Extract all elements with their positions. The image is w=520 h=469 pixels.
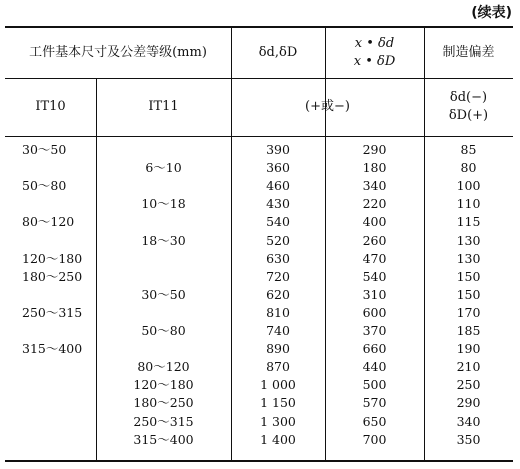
header-plus-or-minus: (+或−) (305, 99, 350, 114)
x-delta-value-cell: 290 (362, 142, 387, 157)
x-delta-value-cell: 400 (362, 214, 387, 230)
deviation-value-cell: 130 (456, 250, 481, 266)
table-caption: (续表) (471, 5, 512, 21)
header-size-tolerance: 工件基本尺寸及公差等级(mm) (29, 45, 207, 60)
delta-value-cell: 430 (266, 196, 290, 212)
x-delta-value-cell: 570 (362, 395, 387, 411)
deviation-value-cell: 150 (456, 286, 481, 302)
delta-value-cell: 740 (266, 323, 290, 338)
delta-value-cell: 360 (266, 160, 290, 176)
tolerance-table (5, 26, 513, 462)
x-delta-value-cell: 310 (362, 286, 387, 302)
it11-range-cell: 18～30 (141, 232, 186, 248)
header-deviation-shaft: δd(−) (449, 90, 488, 105)
it10-range-cell: 120～180 (22, 250, 83, 266)
it11-range-cell: 315～400 (133, 431, 194, 447)
x-delta-value-cell: 370 (362, 323, 387, 338)
it11-range-cell: 10～18 (141, 196, 186, 212)
deviation-value-cell: 190 (456, 341, 481, 357)
deviation-value-cell: 150 (456, 268, 481, 284)
deviation-value-cell: 130 (456, 232, 481, 248)
delta-value-cell: 630 (266, 250, 290, 266)
x-delta-value-cell: 660 (362, 341, 387, 357)
delta-value-cell: 460 (266, 178, 290, 194)
x-delta-value-cell: 600 (362, 304, 387, 320)
header-it10: IT10 (35, 99, 66, 114)
header-deviation-sign (424, 78, 513, 136)
delta-value-cell: 540 (266, 214, 290, 230)
it11-range-cell: 30～50 (141, 286, 186, 302)
delta-value-cell: 1 300 (260, 413, 296, 429)
deviation-value-cell: 210 (456, 359, 481, 375)
it11-range-cell: 180～250 (133, 395, 194, 411)
delta-value-cell: 620 (266, 286, 290, 302)
it10-range-cell: 80～120 (22, 214, 75, 230)
it10-range-cell: 250～315 (22, 304, 83, 320)
deviation-value-cell: 350 (456, 431, 481, 447)
x-delta-value-cell: 470 (362, 250, 387, 266)
it10-range-cell: 30～50 (22, 142, 67, 157)
deviation-value-cell: 110 (456, 196, 481, 212)
delta-value-cell: 520 (266, 232, 290, 248)
header-x-delta (325, 28, 424, 78)
delta-value-cell: 890 (266, 341, 290, 357)
delta-value-cell: 720 (266, 268, 290, 284)
delta-value-cell: 390 (266, 142, 290, 157)
deviation-value-cell: 250 (456, 377, 481, 393)
it10-range-cell: 180～250 (22, 268, 83, 284)
x-delta-value-cell: 220 (362, 196, 387, 212)
it11-range-cell: 250～315 (133, 413, 194, 429)
it11-range-cell: 6～10 (145, 160, 182, 176)
x-delta-value-cell: 540 (362, 268, 387, 284)
delta-value-cell: 1 150 (260, 395, 296, 411)
x-delta-value-cell: 500 (362, 377, 387, 393)
delta-value-cell: 1 000 (260, 377, 296, 393)
x-delta-value-cell: 180 (362, 160, 387, 176)
it10-range-cell: 50～80 (22, 178, 67, 194)
header-deviation-hole: δD(+) (448, 108, 489, 123)
it11-range-cell: 120～180 (133, 377, 194, 393)
deviation-value-cell: 185 (456, 323, 481, 338)
deviation-value-cell: 290 (456, 395, 481, 411)
header-x-delta-line1: x • δd (354, 36, 395, 51)
header-it11: IT11 (148, 99, 179, 114)
delta-value-cell: 810 (266, 304, 290, 320)
header-manufacturing-deviation: 制造偏差 (442, 45, 495, 60)
it10-range-cell: 315～400 (22, 341, 83, 357)
deviation-value-cell: 100 (456, 178, 481, 194)
x-delta-value-cell: 260 (362, 232, 387, 248)
row-divider (5, 136, 513, 137)
it11-range-cell: 50～80 (141, 323, 186, 338)
header-delta: δd,δD (258, 45, 298, 60)
deviation-value-cell: 115 (456, 214, 481, 230)
deviation-value-cell: 340 (456, 413, 481, 429)
x-delta-value-cell: 700 (362, 431, 387, 447)
x-delta-value-cell: 440 (362, 359, 387, 375)
deviation-value-cell: 85 (460, 142, 477, 157)
delta-value-cell: 870 (266, 359, 290, 375)
deviation-value-cell: 80 (460, 160, 477, 176)
delta-value-cell: 1 400 (260, 431, 296, 447)
it11-range-cell: 80～120 (137, 359, 190, 375)
header-x-delta-line2: x • δD (353, 54, 396, 69)
x-delta-value-cell: 650 (362, 413, 387, 429)
deviation-value-cell: 170 (456, 304, 481, 320)
x-delta-value-cell: 340 (362, 178, 387, 194)
